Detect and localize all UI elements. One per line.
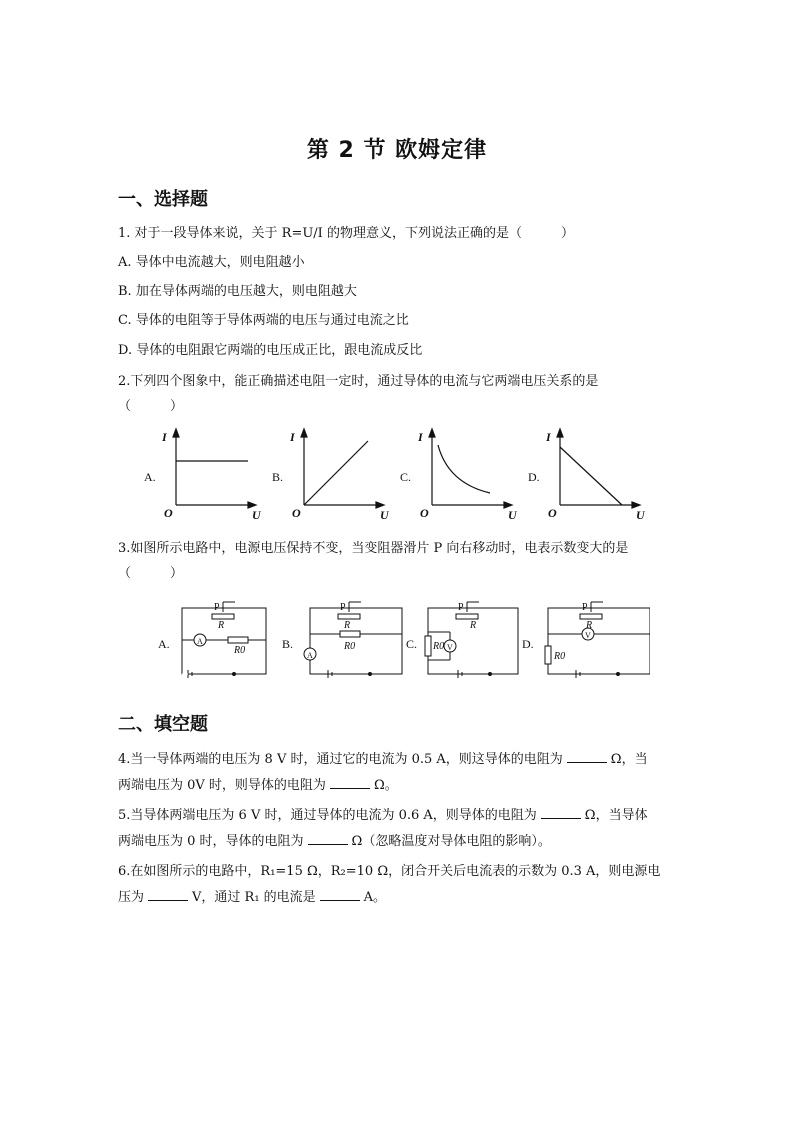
svg-text:U: U (380, 508, 389, 522)
answer-blank[interactable] (308, 833, 348, 845)
question-5-line-1: 5.当导体两端电压为 6 V 时，通过导体的电流为 0.6 A，则导体的电阻为 Ω，当导体 (118, 808, 648, 823)
svg-text:O: O (292, 506, 301, 520)
svg-text:U: U (508, 508, 517, 522)
question-5-line-2: 两端电压为 0 时，导体的电阻为 Ω（忽略温度对导体电阻的影响）。 (118, 834, 551, 849)
page-title: 第 2 节 欧姆定律 (306, 138, 488, 163)
question-2-stem: 2.下列四个图象中，能正确描述电阻一定时，通过导体的电流与它两端电压关系的是 (118, 374, 599, 389)
svg-text:I: I (546, 430, 551, 444)
svg-text:D.: D. (522, 637, 534, 651)
question-1-stem: 1. 对于一段导体来说，关于 R=U/I 的物理意义，下列说法正确的是（ ） (118, 226, 574, 241)
svg-text:R: R (218, 620, 225, 631)
svg-text:R: R (470, 620, 477, 631)
graph-d-label: D. (528, 470, 540, 484)
svg-text:A.: A. (158, 637, 170, 651)
svg-text:P: P (582, 602, 588, 613)
graph-c (429, 429, 512, 508)
graph-b-label: B. (272, 470, 284, 484)
question-4-line-2: 两端电压为 0V 时，则导体的电阻为 Ω。 (118, 778, 398, 793)
svg-text:R: R (586, 620, 593, 631)
answer-blank[interactable] (148, 889, 188, 901)
circuit-c (425, 602, 518, 678)
circuit-d (545, 602, 650, 678)
answer-blank[interactable] (330, 777, 370, 789)
answer-blank[interactable] (541, 807, 581, 819)
svg-text:I: I (418, 430, 423, 444)
svg-text:V: V (585, 631, 591, 640)
question-4-line-1: 4.当一导体两端的电压为 8 V 时，通过它的电流为 0.5 A，则这导体的电阻为 Ω，当 (118, 752, 648, 767)
svg-text:O: O (548, 506, 557, 520)
question-1-option-a: A. 导体中电流越大，则电阻越小 (118, 255, 305, 270)
svg-text:C.: C. (406, 637, 418, 651)
answer-blank[interactable] (320, 889, 360, 901)
circuit-a (182, 602, 266, 678)
svg-text:R: R (344, 620, 351, 631)
svg-text:R0: R0 (554, 651, 566, 662)
question-6-line-1: 6.在如图所示的电路中，R₁=15 Ω，R₂=10 Ω，闭合开关后电流表的示数为 0.3 A，则电源电 (118, 864, 661, 879)
question-3-circuits (150, 598, 650, 688)
section-heading-fill: 二、填空题 (118, 714, 208, 735)
svg-text:I: I (162, 430, 167, 444)
svg-text:R0: R0 (344, 641, 356, 652)
question-1-option-b: B. 加在导体两端的电压越大，则电阻越大 (118, 284, 357, 299)
graph-b (301, 429, 384, 508)
svg-text:V: V (447, 643, 453, 652)
graph-d (557, 429, 640, 508)
section-heading-choice: 一、选择题 (118, 189, 208, 210)
svg-text:I: I (290, 430, 295, 444)
graph-a (173, 429, 256, 508)
question-2-graphs (130, 425, 670, 525)
question-3-paren: （ ） (118, 566, 184, 581)
question-6-line-2: 压为 V，通过 R₁ 的电流是 A。 (118, 890, 387, 905)
svg-text:A: A (307, 651, 313, 660)
svg-text:B.: B. (282, 637, 294, 651)
svg-text:U: U (636, 508, 645, 522)
svg-text:A: A (197, 637, 203, 646)
svg-text:P: P (214, 602, 220, 613)
graph-c-label: C. (400, 470, 412, 484)
svg-text:U: U (252, 508, 261, 522)
svg-text:P: P (458, 602, 464, 613)
svg-text:O: O (420, 506, 429, 520)
answer-blank[interactable] (567, 751, 607, 763)
svg-text:R0: R0 (433, 641, 445, 652)
svg-text:P: P (340, 602, 346, 613)
question-1-option-d: D. 导体的电阻跟它两端的电压成正比，跟电流成反比 (118, 343, 423, 358)
svg-text:R0: R0 (234, 645, 246, 656)
question-3-stem: 3.如图所示电路中，电源电压保持不变，当变阻器滑片 P 向右移动时，电表示数变大的是 (118, 541, 629, 556)
question-2-paren: （ ） (118, 399, 184, 414)
circuit-b (304, 602, 402, 678)
svg-text:O: O (164, 506, 173, 520)
question-1-option-c: C. 导体的电阻等于导体两端的电压与通过电流之比 (118, 313, 409, 328)
graph-a-label: A. (144, 470, 156, 484)
